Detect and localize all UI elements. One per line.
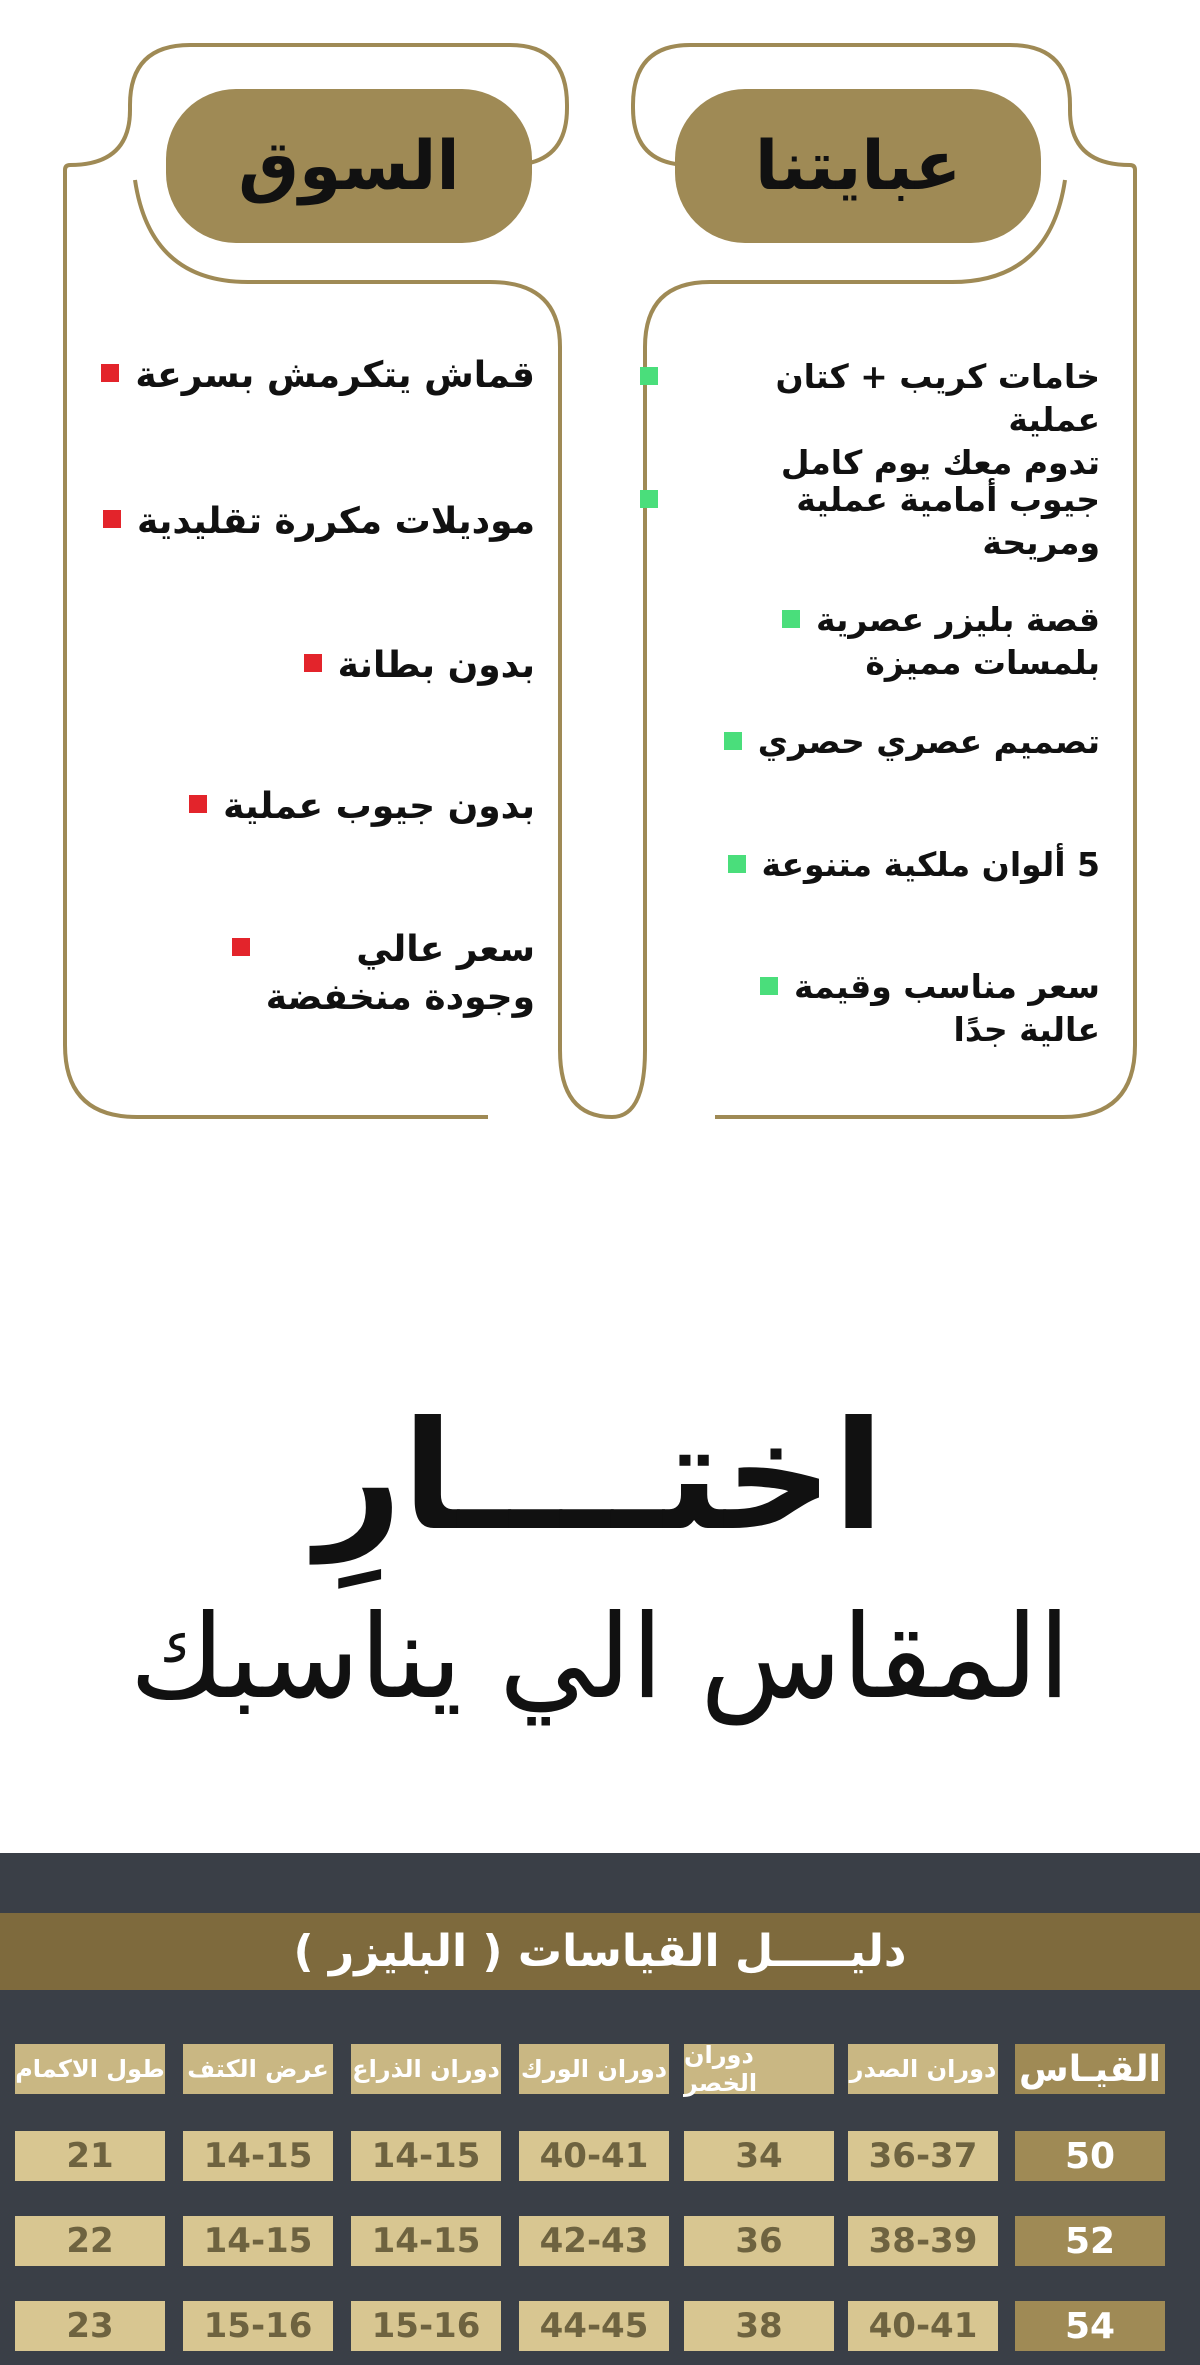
- table-cell: 23: [15, 2301, 165, 2351]
- table-header-cell: طول الاكمام: [15, 2044, 165, 2094]
- cross-bullet-icon: [232, 938, 250, 956]
- cross-bullet-icon: [189, 795, 207, 813]
- ours-item: قصة بليزر عصرية بلمسات مميزة: [782, 598, 1100, 684]
- table-cell: 15-16: [351, 2301, 501, 2351]
- check-bullet-icon: [782, 610, 800, 628]
- table-cell: 40-41: [519, 2131, 669, 2181]
- market-item: قماش يتكرمش بسرعة: [101, 352, 535, 400]
- check-bullet-icon: [724, 732, 742, 750]
- headline-choose: اختــــارِ: [315, 1390, 885, 1564]
- market-item: موديلات مكررة تقليدية: [103, 498, 535, 546]
- ours-item: خامات كريب + كتان عملية تدوم معك يوم كامل: [640, 355, 1100, 484]
- table-cell: 14-15: [351, 2131, 501, 2181]
- table-cell: 14-15: [351, 2216, 501, 2266]
- check-bullet-icon: [728, 855, 746, 873]
- headline-size: المقاس الي يناسبك: [129, 1590, 1071, 1725]
- ours-item: سعر مناسب وقيمة عالية جدًا: [760, 965, 1100, 1051]
- ours-title-pill: [675, 89, 1041, 243]
- check-bullet-icon: [640, 367, 658, 385]
- size-value-cell: 50: [1015, 2131, 1165, 2181]
- size-value-cell: 54: [1015, 2301, 1165, 2351]
- table-cell: 21: [15, 2131, 165, 2181]
- table-header-cell: دوران الخصر: [684, 2044, 834, 2094]
- table-cell: 44-45: [519, 2301, 669, 2351]
- table-header-cell: القيـاس: [1015, 2044, 1165, 2094]
- table-cell: 38: [684, 2301, 834, 2351]
- table-cell: 36: [684, 2216, 834, 2266]
- ours-item: جيوب أمامية عملية ومريحة: [640, 478, 1100, 564]
- table-header-cell: دوران الصدر: [848, 2044, 998, 2094]
- market-item: بدون جيوب عملية: [189, 783, 535, 831]
- table-cell: 36-37: [848, 2131, 998, 2181]
- table-cell: 40-41: [848, 2301, 998, 2351]
- table-cell: 34: [684, 2131, 834, 2181]
- market-title: السوق: [238, 126, 460, 206]
- table-header-cell: عرض الكتف: [183, 2044, 333, 2094]
- market-item: بدون بطانة: [304, 642, 535, 690]
- cross-bullet-icon: [103, 510, 121, 528]
- size-guide-panel: [0, 1853, 1200, 2365]
- table-cell: 38-39: [848, 2216, 998, 2266]
- ours-title: عبايتنا: [754, 126, 962, 206]
- table-cell: 22: [15, 2216, 165, 2266]
- cross-bullet-icon: [101, 364, 119, 382]
- ours-item: 5 ألوان ملكية متنوعة: [728, 843, 1101, 886]
- table-header-cell: دوران الذراع: [351, 2044, 501, 2094]
- cross-bullet-icon: [304, 654, 322, 672]
- table-cell: 14-15: [183, 2131, 333, 2181]
- check-bullet-icon: [760, 977, 778, 995]
- ours-item: تصميم عصري حصري: [724, 720, 1100, 763]
- market-item: سعر عالي وجودة منخفضة: [232, 926, 535, 1022]
- check-bullet-icon: [640, 490, 658, 508]
- size-value-cell: 52: [1015, 2216, 1165, 2266]
- size-guide-title: دليـــــل القياسات ( البليزر ): [0, 1913, 1200, 1990]
- table-cell: 15-16: [183, 2301, 333, 2351]
- table-cell: 42-43: [519, 2216, 669, 2266]
- table-header-cell: دوران الورك: [519, 2044, 669, 2094]
- market-title-pill: [166, 89, 532, 243]
- table-cell: 14-15: [183, 2216, 333, 2266]
